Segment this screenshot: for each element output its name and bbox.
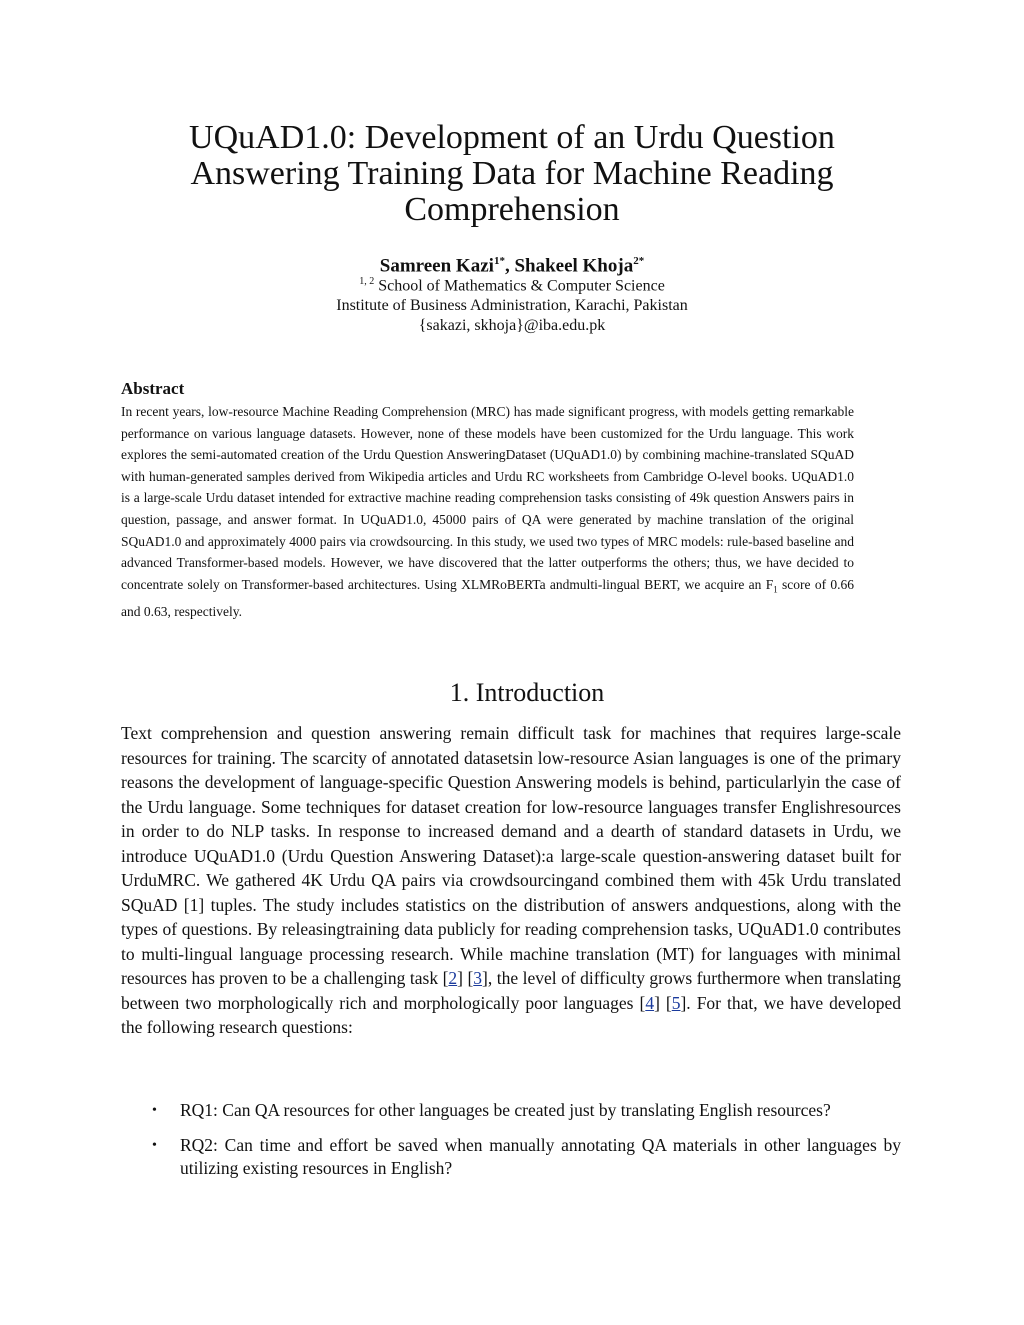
- section-heading-introduction: 1. Introduction: [449, 678, 605, 707]
- introduction-paragraph: Text comprehension and question answering remain difficult task for machines that requires large-scale resources for training. The scarcity of annotated datasetsin low-resource Asian languages is one of the primary reasons the development of language-specific Question Answering models is behind, particularlyin the case of the Urdu language. Some techniques for dataset creation for low-resource languages transfer Englishresources in order to do NLP tasks. In response to increased demand and a dearth of standard datasets in Urdu, we introduce UQuAD1.0 (Urdu Question Answering Dataset):a large-scale question-answering dataset built for UrduMRC. We gathered 4K Urdu QA pairs via crowdsourcingand combined them with 45k Urdu translated SQuAD [1] tuples. The study includes statistics on the distribution of answers andquestions, along with the types of questions. By releasingtraining data publicly for reading comprehension tasks, UQuAD1.0 contributes to multi-lingual language processing research. While machine translation (MT) for languages with minimal resources has proven to be a challenging task [2] [3], the level of difficulty grows furthermore when translating between two morphologically rich and morphologically poor languages [4] [5]. For that, we have developed the following research questions:: [121, 723, 902, 1037]
- f1-subscript: 1: [773, 584, 778, 595]
- author-separator: ,: [504, 255, 515, 277]
- affiliation-marker: 1, 2: [359, 276, 375, 287]
- author-name: Shakeel Khoja: [514, 255, 634, 277]
- citation-link[interactable]: 2: [448, 968, 458, 988]
- bullet-icon: •: [152, 1138, 157, 1153]
- abstract-body: In recent years, low-resource Machine Reading Comprehension (MRC) has made significant progress, with models getting remarkable performance on various language datasets. However, none of these models have been customized for the Urdu language. This work explores the semi-automated creation of the Urdu Question AnsweringDataset (UQuAD1.0) by combining machine-translated SQuAD with human-generated samples derived from Wikipedia articles and Urdu RC worksheets from Cambridge O-level books. UQuAD1.0 is a large-scale Urdu dataset intended for extractive machine reading comprehension tasks consisting of 49k question Answers pairs in question, passage, and answer format. In UQuAD1.0, 45000 pairs of QA were generated by machine translation of the original SQuAD1.0 and approximately 4000 pairs via crowdsourcing. In this study, we used two types of MRC models: rule-based baseline and advanced Transformer-based models. However, we have discovered that the latter outperforms the others; thus, we have decided to concentrate solely on Transformer-based architectures. Using XLMRoBERTa andmulti-lingual BERT, we acquire an $F_1$ score of 0.66 and 0.63, respectively.: [121, 404, 854, 620]
- citation-link[interactable]: 4: [645, 992, 655, 1013]
- list-item: [121, 1134, 901, 1180]
- citation-link[interactable]: 3: [473, 968, 483, 988]
- affiliation-institute: Institute of Business Administration, Karachi, Pakistan: [336, 297, 688, 315]
- author-marker: 2*: [633, 255, 645, 267]
- abstract-heading: Abstract: [121, 379, 185, 398]
- research-questions-list: [121, 1099, 901, 1192]
- affiliation-block: [150, 272, 874, 336]
- list-item: [121, 1099, 901, 1122]
- author-emails: {sakazi, skhoja}@iba.edu.pk: [418, 317, 606, 335]
- author-marker: 1*: [493, 255, 505, 267]
- research-question-text: RQ2: Can time and effort be saved when manually annotating QA materials in other languages by utilizing existing resources in English?: [180, 1135, 901, 1178]
- paper-title: UQuAD1.0: Development of an Urdu Question Answering Training Data for Machine Reading Comprehension: [189, 119, 835, 228]
- author-name: Samreen Kazi: [379, 255, 494, 277]
- research-question-text: RQ1: Can QA resources for other languages be created just by translating English resources?: [180, 1100, 831, 1120]
- affiliation-school: $^{1, 2}$ School of Mathematics & Computer Science: [359, 276, 665, 295]
- citation-link[interactable]: 5: [671, 992, 681, 1013]
- bullet-icon: •: [152, 1103, 157, 1118]
